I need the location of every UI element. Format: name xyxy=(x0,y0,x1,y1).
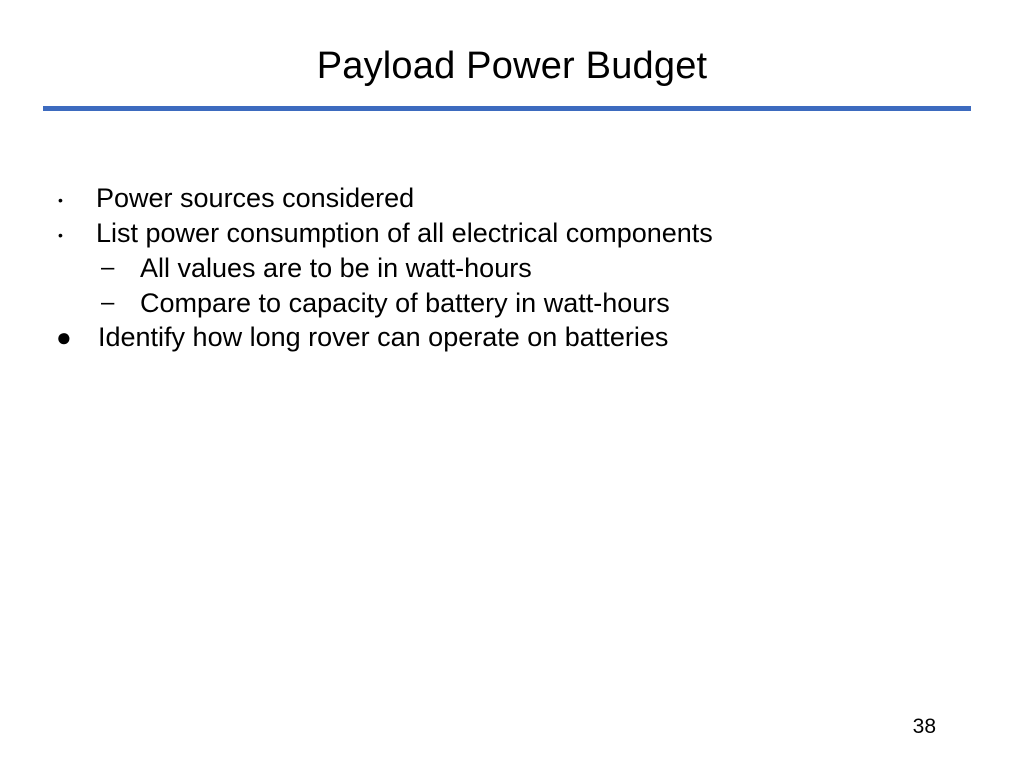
sub-bullet-item xyxy=(0,251,1000,285)
sub-bullet-text: Compare to capacity of battery in watt-hours xyxy=(140,288,670,318)
bullet-marker: • xyxy=(58,227,63,243)
bullet-text: Power sources considered xyxy=(96,183,415,213)
slide-title: Payload Power Budget xyxy=(316,45,708,87)
sub-bullet-item xyxy=(0,286,1000,320)
sub-bullet-marker: – xyxy=(101,289,115,316)
title-divider xyxy=(43,106,971,111)
bullet-item xyxy=(0,181,1000,215)
sub-bullet-marker: – xyxy=(101,254,115,281)
bullet-item xyxy=(0,216,1000,250)
bullet-item xyxy=(0,320,1000,354)
sub-bullet-text: All values are to be in watt-hours xyxy=(140,253,532,283)
bullet-marker: • xyxy=(58,192,63,208)
bullet-text: Identify how long rover can operate on batteries xyxy=(98,322,669,352)
bullet-marker: ● xyxy=(56,322,72,352)
bullet-text: List power consumption of all electrical components xyxy=(96,218,713,248)
page-number: 38 xyxy=(912,715,936,738)
